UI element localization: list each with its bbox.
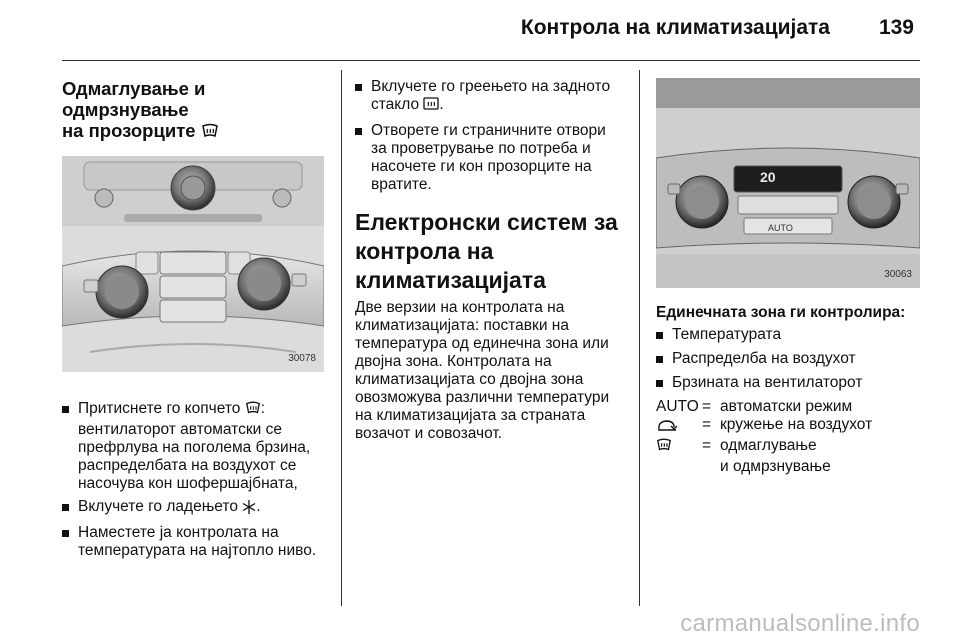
definition-list (656, 398, 920, 476)
subheading: Единечната зона ги контролира: (656, 304, 906, 321)
column-divider-right (639, 70, 640, 606)
heading-line: Одмаглување и одмрзнување (62, 78, 206, 120)
list-item: Распределба на воздухот (656, 350, 920, 368)
display-auto-label: AUTO (768, 223, 793, 233)
definition-row: AUTO = автоматски режим (656, 398, 853, 415)
watermark: carmanualsonline.info (680, 610, 920, 637)
column-divider-left (341, 70, 342, 606)
list-item: Притиснете го копчето : вентилаторот автоматски се префрлува на поголема брзина, распределбата на воздухот се насочува кон шофершајбната, (62, 400, 330, 493)
list-item: Вклучете го греењето на задното стакло . (355, 78, 623, 117)
display-temperature: 20 (760, 169, 776, 185)
header-rule (62, 60, 920, 61)
rear-window-heat-icon (423, 96, 439, 117)
page-number: 139 (878, 16, 914, 39)
climate-panel-photo (62, 156, 324, 372)
definition-row: = кружење на воздухот (656, 416, 920, 437)
column-2 (355, 78, 623, 443)
list-item: Наместете ја контролата на температурата на најтопло ниво. (62, 524, 330, 560)
windshield-defrost-icon (245, 400, 261, 421)
body-paragraph: Две верзии на контролата на климатизацијата: поставки на температура од единечна зона или двојна зона. Контролата на климатизацијата со двојна зона овозможува различни температури на климатизацијата за страната возачот и совозачот. (355, 299, 610, 442)
figure-number: 30063 (884, 269, 912, 280)
list-item: Брзината на вентилаторот (656, 374, 920, 392)
windshield-defrost-icon (201, 122, 219, 144)
figure-number: 30078 (288, 353, 316, 364)
definition-symbol: AUTO (656, 398, 699, 415)
bullet-list (62, 400, 330, 560)
list-item: Отворете ги страничните отвори за проветрување по потреба и насочете ги кон прозорците на вратите. (355, 122, 623, 194)
air-recirculation-icon (656, 418, 678, 437)
bullet-list (656, 326, 920, 392)
definition-row: = одмаглување (656, 437, 920, 458)
list-item: Температурата (656, 326, 920, 344)
list-item: Вклучете го ладењето . (62, 498, 330, 519)
section-heading-electronic-control: Електронски систем за контрола на климатизацијата (355, 209, 618, 293)
column-3 (656, 78, 920, 476)
page-header-title: Контрола на климатизацијата (520, 16, 830, 39)
section-heading-defrost (62, 78, 330, 144)
heading-line: на прозорците (62, 120, 196, 141)
column-1 (62, 78, 330, 560)
definition-row: и одмрзнување (720, 458, 831, 475)
climate-control-display-photo (656, 78, 920, 288)
windshield-defrost-icon (656, 437, 672, 458)
snowflake-icon (242, 500, 256, 519)
